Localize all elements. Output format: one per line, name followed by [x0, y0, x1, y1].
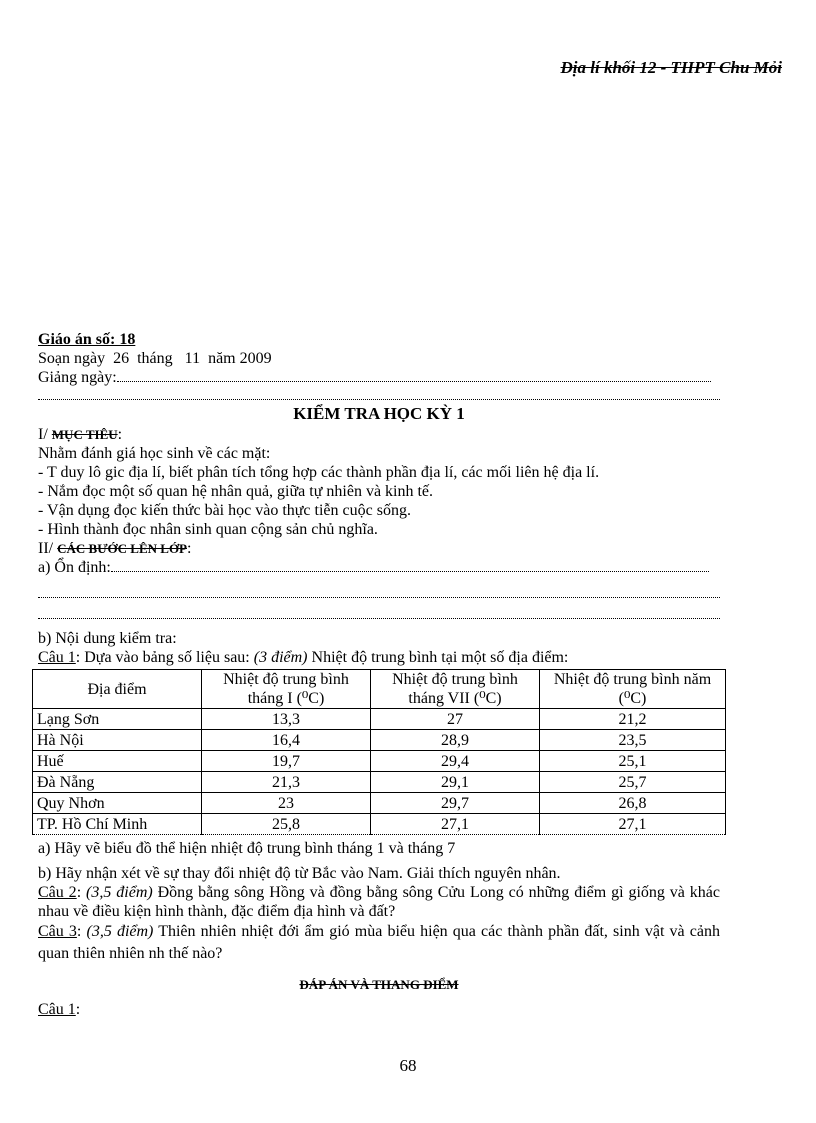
question1-task-a: a) Hãy vẽ biểu đồ thể hiện nhiệt độ trung bình tháng 1 và tháng 7: [38, 840, 456, 857]
teach-date-blank: [117, 368, 711, 382]
table-row: [33, 772, 726, 793]
question2-text: Đồng bằng sông Hồng và đồng bằng sông Cửu Long có những điểm gì giống và khác nhau về điều kiện hình thành, đặc điểm địa hình và đất?: [38, 884, 721, 920]
header-july: Nhiệt độ trung bình tháng VII (⁰C): [371, 670, 540, 709]
location-cell: Lạng Sơn: [33, 709, 202, 730]
july-cell: 27,1: [371, 814, 540, 835]
stable-line: [38, 558, 720, 577]
header-january: Nhiệt độ trung bình tháng I (⁰C): [202, 670, 371, 709]
annual-cell: 23,5: [540, 730, 726, 751]
section1-number: I/: [38, 426, 48, 443]
objective-item: - T duy lô gic địa lí, biết phân tích tổng hợp các thành phần địa lí, các mối liên hệ địa lí.: [38, 464, 600, 481]
annual-cell: 25,1: [540, 751, 726, 772]
question3-label: Câu 3: [38, 923, 77, 940]
january-cell: 23: [202, 793, 371, 814]
prep-month: 11: [184, 350, 201, 367]
question1-line: [38, 648, 720, 667]
question2-label: Câu 2: [38, 884, 77, 901]
july-cell: 29,1: [371, 772, 540, 793]
question1-task-b: b) Hãy nhận xét về sự thay đổi nhiệt độ từ Bắc vào Nam. Giải thích nguyên nhân.: [38, 865, 561, 882]
year-label: năm: [208, 350, 236, 367]
answer-q1-colon: :: [75, 1001, 81, 1018]
location-cell: TP. Hồ Chí Minh: [33, 814, 202, 835]
objective-item: - Vận dụng đọc kiến thức bài học vào thực tiễn cuộc sống.: [38, 502, 411, 519]
section2-number: II/: [38, 540, 54, 557]
prep-label: Soạn ngày: [38, 350, 106, 367]
section1-heading: [38, 425, 720, 444]
prep-day: 26: [113, 350, 130, 367]
page-number: 68: [399, 1056, 417, 1075]
july-cell: 29,7: [371, 793, 540, 814]
temperature-table: [32, 669, 726, 835]
lesson-plan-number: Giáo án số: 18: [38, 331, 136, 348]
question3-colon: :: [76, 923, 87, 940]
section1-title: MỤC TIÊU: [51, 427, 118, 442]
section2-colon: :: [187, 540, 192, 557]
july-cell: 27: [371, 709, 540, 730]
objective-item: - Nắm đọc một số quan hệ nhân quả, giữa tự nhiên và kinh tế.: [38, 483, 434, 500]
question1-text-b: Nhiệt độ trung bình tại một số địa điểm:: [307, 649, 569, 666]
section1-colon: :: [117, 426, 123, 443]
question1-label: Câu 1: [38, 649, 76, 666]
header-annual: Nhiệt độ trung bình năm (⁰C): [540, 670, 726, 709]
question2-colon: :: [76, 884, 87, 901]
content-heading: b) Nội dung kiểm tra:: [38, 630, 177, 647]
blank-dotted-line: [38, 598, 720, 619]
july-cell: 28,9: [371, 730, 540, 751]
stable-label: a) Ổn định:: [38, 559, 111, 576]
prep-year: 2009: [239, 350, 272, 367]
location-cell: Hà Nội: [33, 730, 202, 751]
january-cell: 25,8: [202, 814, 371, 835]
january-cell: 21,3: [202, 772, 371, 793]
location-cell: Đà Nẵng: [33, 772, 202, 793]
running-header: Địa lí khối 12 - THPT Chu Mỏi: [560, 58, 782, 77]
question2-paragraph: [38, 883, 720, 921]
question1-points: (3 điểm): [253, 649, 308, 666]
table-row: [33, 751, 726, 772]
header-location: Địa điểm: [33, 670, 202, 709]
section2-heading: [38, 539, 720, 558]
location-cell: Huế: [33, 751, 202, 772]
stable-blank: [111, 558, 709, 572]
section1-intro: Nhằm đánh giá học sinh về các mặt:: [38, 445, 271, 462]
teach-date-line: [38, 368, 720, 387]
january-cell: 16,4: [202, 730, 371, 751]
table-row: [33, 814, 726, 835]
table-row: [33, 793, 726, 814]
answer-q1-label: Câu 1: [38, 1001, 76, 1018]
teach-label: Giảng ngày:: [38, 369, 117, 386]
prep-date-line: [38, 349, 720, 368]
location-cell: Quy Nhơn: [33, 793, 202, 814]
annual-cell: 27,1: [540, 814, 726, 835]
blank-dotted-line: [38, 387, 720, 400]
question3-text: Thiên nhiên nhiệt đới ẩm gió mùa biểu hiện qua các thành phần đất, sinh vật và cảnh quan thiên nhiên nh thế nào?: [38, 923, 720, 962]
answer-q1-line: [38, 1000, 720, 1019]
page-title: KIỂM TRA HỌC KỲ 1: [293, 404, 465, 423]
annual-cell: 26,8: [540, 793, 726, 814]
question3-points: (3,5 điểm): [86, 923, 154, 940]
january-cell: 19,7: [202, 751, 371, 772]
lesson-content: [38, 330, 720, 1019]
blank-dotted-line: [38, 577, 720, 598]
annual-cell: 21,2: [540, 709, 726, 730]
annual-cell: 25,7: [540, 772, 726, 793]
january-cell: 13,3: [202, 709, 371, 730]
july-cell: 29,4: [371, 751, 540, 772]
question1-text-a: : Dựa vào bảng số liệu sau:: [75, 649, 254, 666]
table-header-row: [33, 670, 726, 709]
table-row: [33, 730, 726, 751]
table-row: [33, 709, 726, 730]
question3-paragraph: [38, 921, 720, 965]
answer-title: ĐÁP ÁN VÀ THANG ĐIỂM: [299, 977, 459, 992]
objective-item: - Hình thành đọc nhân sinh quan cộng sản chủ nghĩa.: [38, 521, 378, 538]
question2-points: (3,5 điểm): [86, 884, 153, 901]
section2-title: CÁC BƯỚC LÊN LỚP: [57, 541, 187, 556]
month-label: tháng: [137, 350, 173, 367]
